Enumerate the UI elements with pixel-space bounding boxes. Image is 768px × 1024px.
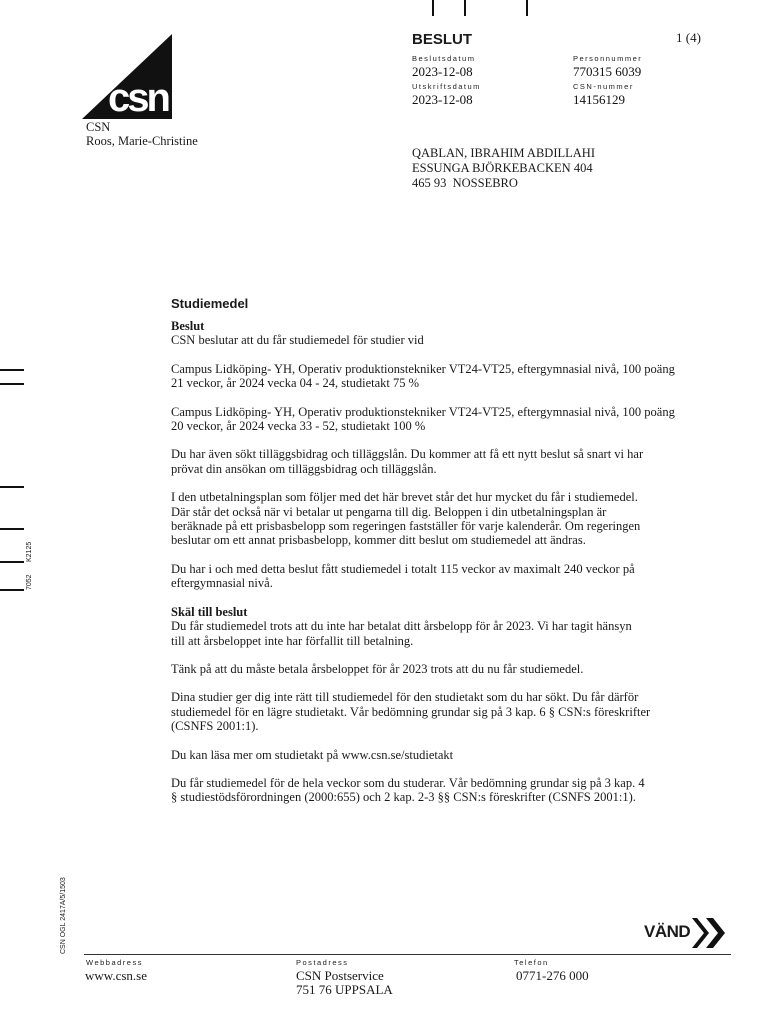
letter-body <box>171 296 741 805</box>
double-chevron-right-icon <box>692 918 726 948</box>
footer-tel-label: Telefon <box>514 958 549 967</box>
skal-heading: Skäl till beslut <box>171 604 248 619</box>
sender-org: CSN <box>86 120 111 134</box>
utskriftsdatum-label: Utskriftsdatum <box>412 82 481 91</box>
registration-tick <box>464 0 466 16</box>
paragraph: Campus Lidköping- YH, Operativ produktionstekniker VT24-VT25, eftergymnasial nivå, 100 poäng 21 veckor, år 2024 vecka 04 - 24, studietakt 75 % <box>171 361 675 391</box>
recipient-city: 465 93 NOSSEBRO <box>412 176 518 190</box>
recipient-street: ESSUNGA BJÖRKEBACKEN 404 <box>412 161 593 175</box>
footer-post-line2: 751 76 UPPSALA <box>296 982 393 997</box>
sender-name: Roos, Marie-Christine <box>86 134 198 148</box>
margin-fold-mark <box>0 486 24 488</box>
vand-label: VÄND <box>644 922 691 941</box>
footer-post-line1: CSN Postservice <box>296 968 384 983</box>
margin-code-7052: 7052 <box>26 574 33 590</box>
footer-web: www.csn.se <box>85 968 147 983</box>
csn-logo <box>82 34 174 120</box>
section-title: Studiemedel <box>171 296 249 311</box>
csn-logo-text: csn <box>108 76 168 120</box>
utskriftsdatum-value: 2023-12-08 <box>412 92 473 107</box>
recipient-name: QABLAN, IBRAHIM ABDILLAHI <box>412 146 595 160</box>
csn-nummer-label: CSN-nummer <box>573 82 634 91</box>
paragraph: I den utbetalningsplan som följer med det här brevet står det hur mycket du får i studiemedel. Där står det också när vi betalar ut pengarna till dig. Beloppen i din utbetalningsplan är beräknade på ett prisbasbelopp som regeringen fastställer för varje kalenderår. Om regeringen beslutar om ett annat prisbasbelopp, kommer ditt beslut om studiemedel att ändras. <box>171 490 641 548</box>
paragraph: Du kan läsa mer om studietakt på www.csn.se/studietakt <box>171 747 454 762</box>
footer-web-label: Webbadress <box>86 958 143 967</box>
document-type: BESLUT <box>412 31 472 48</box>
paragraph: Du får studiemedel trots att du inte har betalat ditt årsbelopp för år 2023. Vi har tagit hänsyn till att årsbeloppet inte har förfallit till betalning. <box>171 619 632 648</box>
margin-fold-mark <box>0 589 24 591</box>
paragraph: Tänk på att du måste betala årsbeloppet för år 2023 trots att du nu får studiemedel. <box>171 661 584 676</box>
form-code: CSN OGL 2417A/5/1503 <box>60 877 67 954</box>
page-number: 1 (4) <box>676 30 701 45</box>
personnummer-value: 770315 6039 <box>573 64 642 79</box>
paragraph: Dina studier ger dig inte rätt till studiemedel för den studietakt som du har sökt. Du får därför studiemedel för en lägre studietakt. Vår bedömning grundar sig på 3 kap. 6 § CSN:s föreskrifter (CSNFS 2001:1). <box>171 690 651 734</box>
beslut-heading: Beslut <box>171 319 205 333</box>
recipient-address <box>412 146 595 191</box>
footer-divider <box>84 954 731 955</box>
paragraph: Du har även sökt tilläggsbidrag och tilläggslån. Du kommer att få ett nytt beslut så snart vi har prövat din ansökan om tilläggsbidrag och tilläggslån. <box>171 447 644 476</box>
margin-code-k2125: K2125 <box>26 541 33 562</box>
paragraph: Du har i och med detta beslut fått studiemedel i totalt 115 veckor av maximalt 240 veckor på eftergymnasial nivå. <box>171 561 635 591</box>
margin-fold-mark <box>0 369 24 371</box>
paragraph: CSN beslutar att du får studiemedel för studier vid <box>171 333 424 348</box>
beslutsdatum-label: Beslutsdatum <box>412 54 476 63</box>
footer-post-label: Postadress <box>296 958 349 967</box>
margin-fold-mark <box>0 561 24 563</box>
csn-nummer-value: 14156129 <box>573 92 625 107</box>
margin-fold-mark <box>0 528 24 530</box>
paragraph: Du får studiemedel för de hela veckor som du studerar. Vår bedömning grundar sig på 3 kap. 4 § studiestödsförordningen (2000:655) och 2 kap. 2-3 §§ CSN:s föreskrifter (CSNFS 2001:1). <box>171 775 645 805</box>
registration-tick <box>432 0 434 16</box>
registration-tick <box>526 0 528 16</box>
footer-tel: 0771-276 000 <box>516 968 589 983</box>
margin-fold-mark <box>0 383 24 385</box>
beslutsdatum-value: 2023-12-08 <box>412 64 473 79</box>
personnummer-label: Personnummer <box>573 54 643 63</box>
paragraph: Campus Lidköping- YH, Operativ produktionstekniker VT24-VT25, eftergymnasial nivå, 100 poäng 20 veckor, år 2024 vecka 33 - 52, studietakt 100 % <box>171 404 675 434</box>
